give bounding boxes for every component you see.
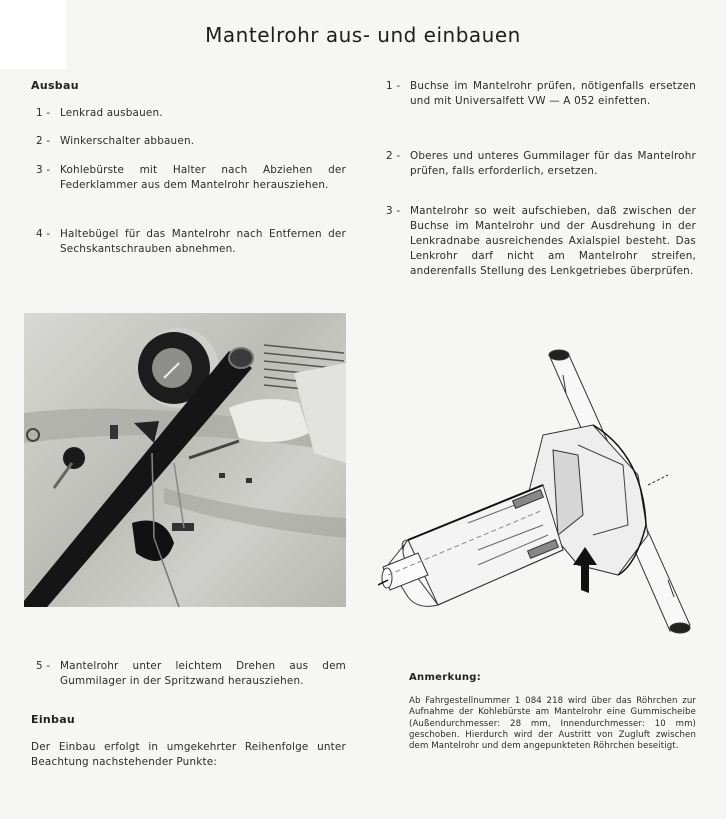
step-number: 3 - xyxy=(36,164,51,176)
page-title: Mantelrohr aus- und einbauen xyxy=(205,23,521,48)
einbau-step-1 xyxy=(386,79,696,109)
ausbau-step-4 xyxy=(36,227,346,257)
ausbau-step-5 xyxy=(36,659,346,689)
step-number: 1 - xyxy=(36,107,51,119)
step-number: 2 - xyxy=(36,135,51,147)
steering-column-photo xyxy=(24,313,346,607)
einbau-step-2 xyxy=(386,149,696,179)
ausbau-step-3 xyxy=(36,163,346,193)
einbau-step-3 xyxy=(386,204,696,279)
step-text: Kohlebürste mit Halter nach Abziehen der Federklammer aus dem Mantelrohr herausziehen. xyxy=(60,164,346,191)
step-text: Lenkrad ausbauen. xyxy=(60,107,163,119)
steering-column-diagram xyxy=(378,335,708,640)
step-number: 5 - xyxy=(36,660,51,672)
step-text: Buchse im Mantelrohr prüfen, nötigenfalls ersetzen und mit Universalfett VW — A 052 einfetten. xyxy=(410,80,696,107)
step-text: Haltebügel für das Mantelrohr nach Entfernen der Sechskantschrauben abnehmen. xyxy=(60,228,346,255)
step-number: 4 - xyxy=(36,228,51,240)
ausbau-step-1 xyxy=(36,106,346,121)
step-text: Oberes und unteres Gummilager für das Mantelrohr prüfen, falls erforderlich, ersetzen. xyxy=(410,150,696,177)
einbau-intro: Der Einbau erfolgt in umgekehrter Reihenfolge unter Beachtung nachstehender Punkte: xyxy=(31,741,346,768)
step-text: Mantelrohr so weit aufschieben, daß zwischen der Buchse im Mantelrohr und der Ausdrehung in der Lenkradnabe ausreichendes Axialspiel besteht. Das Lenkrohr darf nicht am Mantelrohr streifen, anderenfalls Stellung des Lenkgetriebes überprüfen. xyxy=(410,205,696,277)
step-number: 3 - xyxy=(386,205,401,217)
step-number: 2 - xyxy=(386,150,401,162)
note-heading: Anmerkung: xyxy=(409,672,482,683)
cross-section-illustration xyxy=(378,335,708,640)
einbau-heading: Einbau xyxy=(31,713,76,726)
step-text: Mantelrohr unter leichtem Drehen aus dem Gummilager in der Spritzwand herausziehen. xyxy=(60,660,346,687)
step-number: 1 - xyxy=(386,80,401,92)
photo-illustration xyxy=(24,313,346,607)
note-text: Ab Fahrgestellnummer 1 084 218 wird über das Röhrchen zur Aufnahme der Kohlebürste am Mantelrohr eine Gummischeibe (Außendurchmesser: 28 mm, Innendurchmesser: 10 mm) geschoben. Hierdurch wird der Austritt von Zugluft zwischen dem Mantelrohr und dem angepunkteten Röhrchen beseitigt. xyxy=(409,696,696,752)
ausbau-step-2 xyxy=(36,134,346,149)
ausbau-heading: Ausbau xyxy=(31,79,79,92)
step-text: Winkerschalter abbauen. xyxy=(60,135,195,147)
